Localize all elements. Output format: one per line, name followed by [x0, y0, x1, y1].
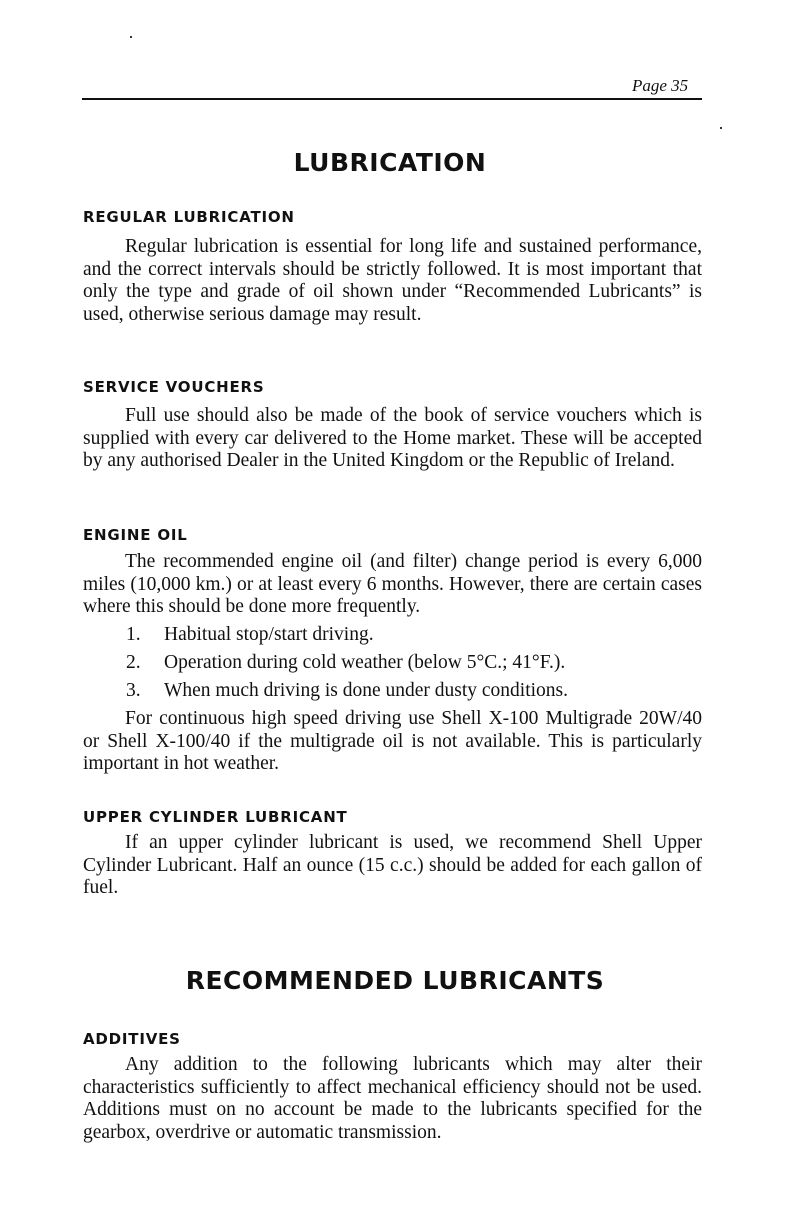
heading-service-vouchers: SERVICE VOUCHERS: [83, 378, 265, 396]
section-title-lubrication: LUBRICATION: [293, 148, 487, 177]
list-text: When much driving is done under dusty conditions.: [164, 680, 569, 701]
list-number: 1.: [126, 624, 141, 645]
paragraph-text: If an upper cylinder lubricant is used, we recommend Shell Upper Cylinder Lubricant. Half an ounce (15 c.c.) should be added for each gallon of fuel.: [83, 832, 702, 898]
paragraph-engine-oil-high-speed: [83, 708, 702, 776]
paragraph-text: For continuous high speed driving use Shell X-100 Multigrade 20W/40 or Shell X-100/40 if the multigrade oil is not available. This is particularly important in hot weather.: [83, 708, 702, 774]
list-text: Habitual stop/start driving.: [164, 624, 374, 645]
paragraph-engine-oil-intro: [83, 551, 702, 619]
scan-speck: [720, 127, 722, 129]
header-rule: [82, 98, 702, 100]
scan-speck: [130, 36, 132, 38]
heading-upper-cylinder-lubricant: UPPER CYLINDER LUBRICANT: [83, 808, 348, 826]
paragraph-upper-cylinder-lubricant: [83, 832, 702, 900]
list-item: [126, 652, 565, 674]
paragraph-text: Regular lubrication is essential for long life and sustained performance, and the correct intervals should be strictly followed. It is most important that only the type and grade of oil shown under “Recommended Lubricants” is used, otherwise serious damage may result.: [83, 236, 702, 325]
list-number: 3.: [126, 680, 141, 701]
heading-additives: ADDITIVES: [83, 1030, 181, 1048]
list-text: Operation during cold weather (below 5°C.; 41°F.).: [164, 652, 566, 673]
paragraph-text: Any addition to the following lubricants which may alter their characteristics sufficiently to affect mechanical efficiency should not be used. Additions must on no account be made to the lubricants specified for the gearbox, overdrive or automatic transmission.: [83, 1054, 702, 1143]
paragraph-text: The recommended engine oil (and filter) change period is every 6,000 miles (10,000 km.) or at least every 6 months. However, there are certain cases where this should be done more frequently.: [83, 551, 702, 617]
section-title-recommended-lubricants: RECOMMENDED LUBRICANTS: [185, 966, 605, 995]
page-number: Page 35: [632, 76, 689, 95]
heading-regular-lubrication: REGULAR LUBRICATION: [83, 208, 295, 226]
paragraph-service-vouchers: [83, 405, 702, 473]
list-item: [126, 624, 374, 646]
heading-engine-oil: ENGINE OIL: [83, 526, 188, 544]
list-item: [126, 680, 568, 702]
paragraph-regular-lubrication: [83, 236, 702, 326]
paragraph-text: Full use should also be made of the book of service vouchers which is supplied with every car delivered to the Home market. These will be accepted by any authorised Dealer in the United Kingdom or the Republic of Ireland.: [83, 405, 702, 471]
list-number: 2.: [126, 652, 141, 673]
paragraph-additives: [83, 1054, 702, 1144]
